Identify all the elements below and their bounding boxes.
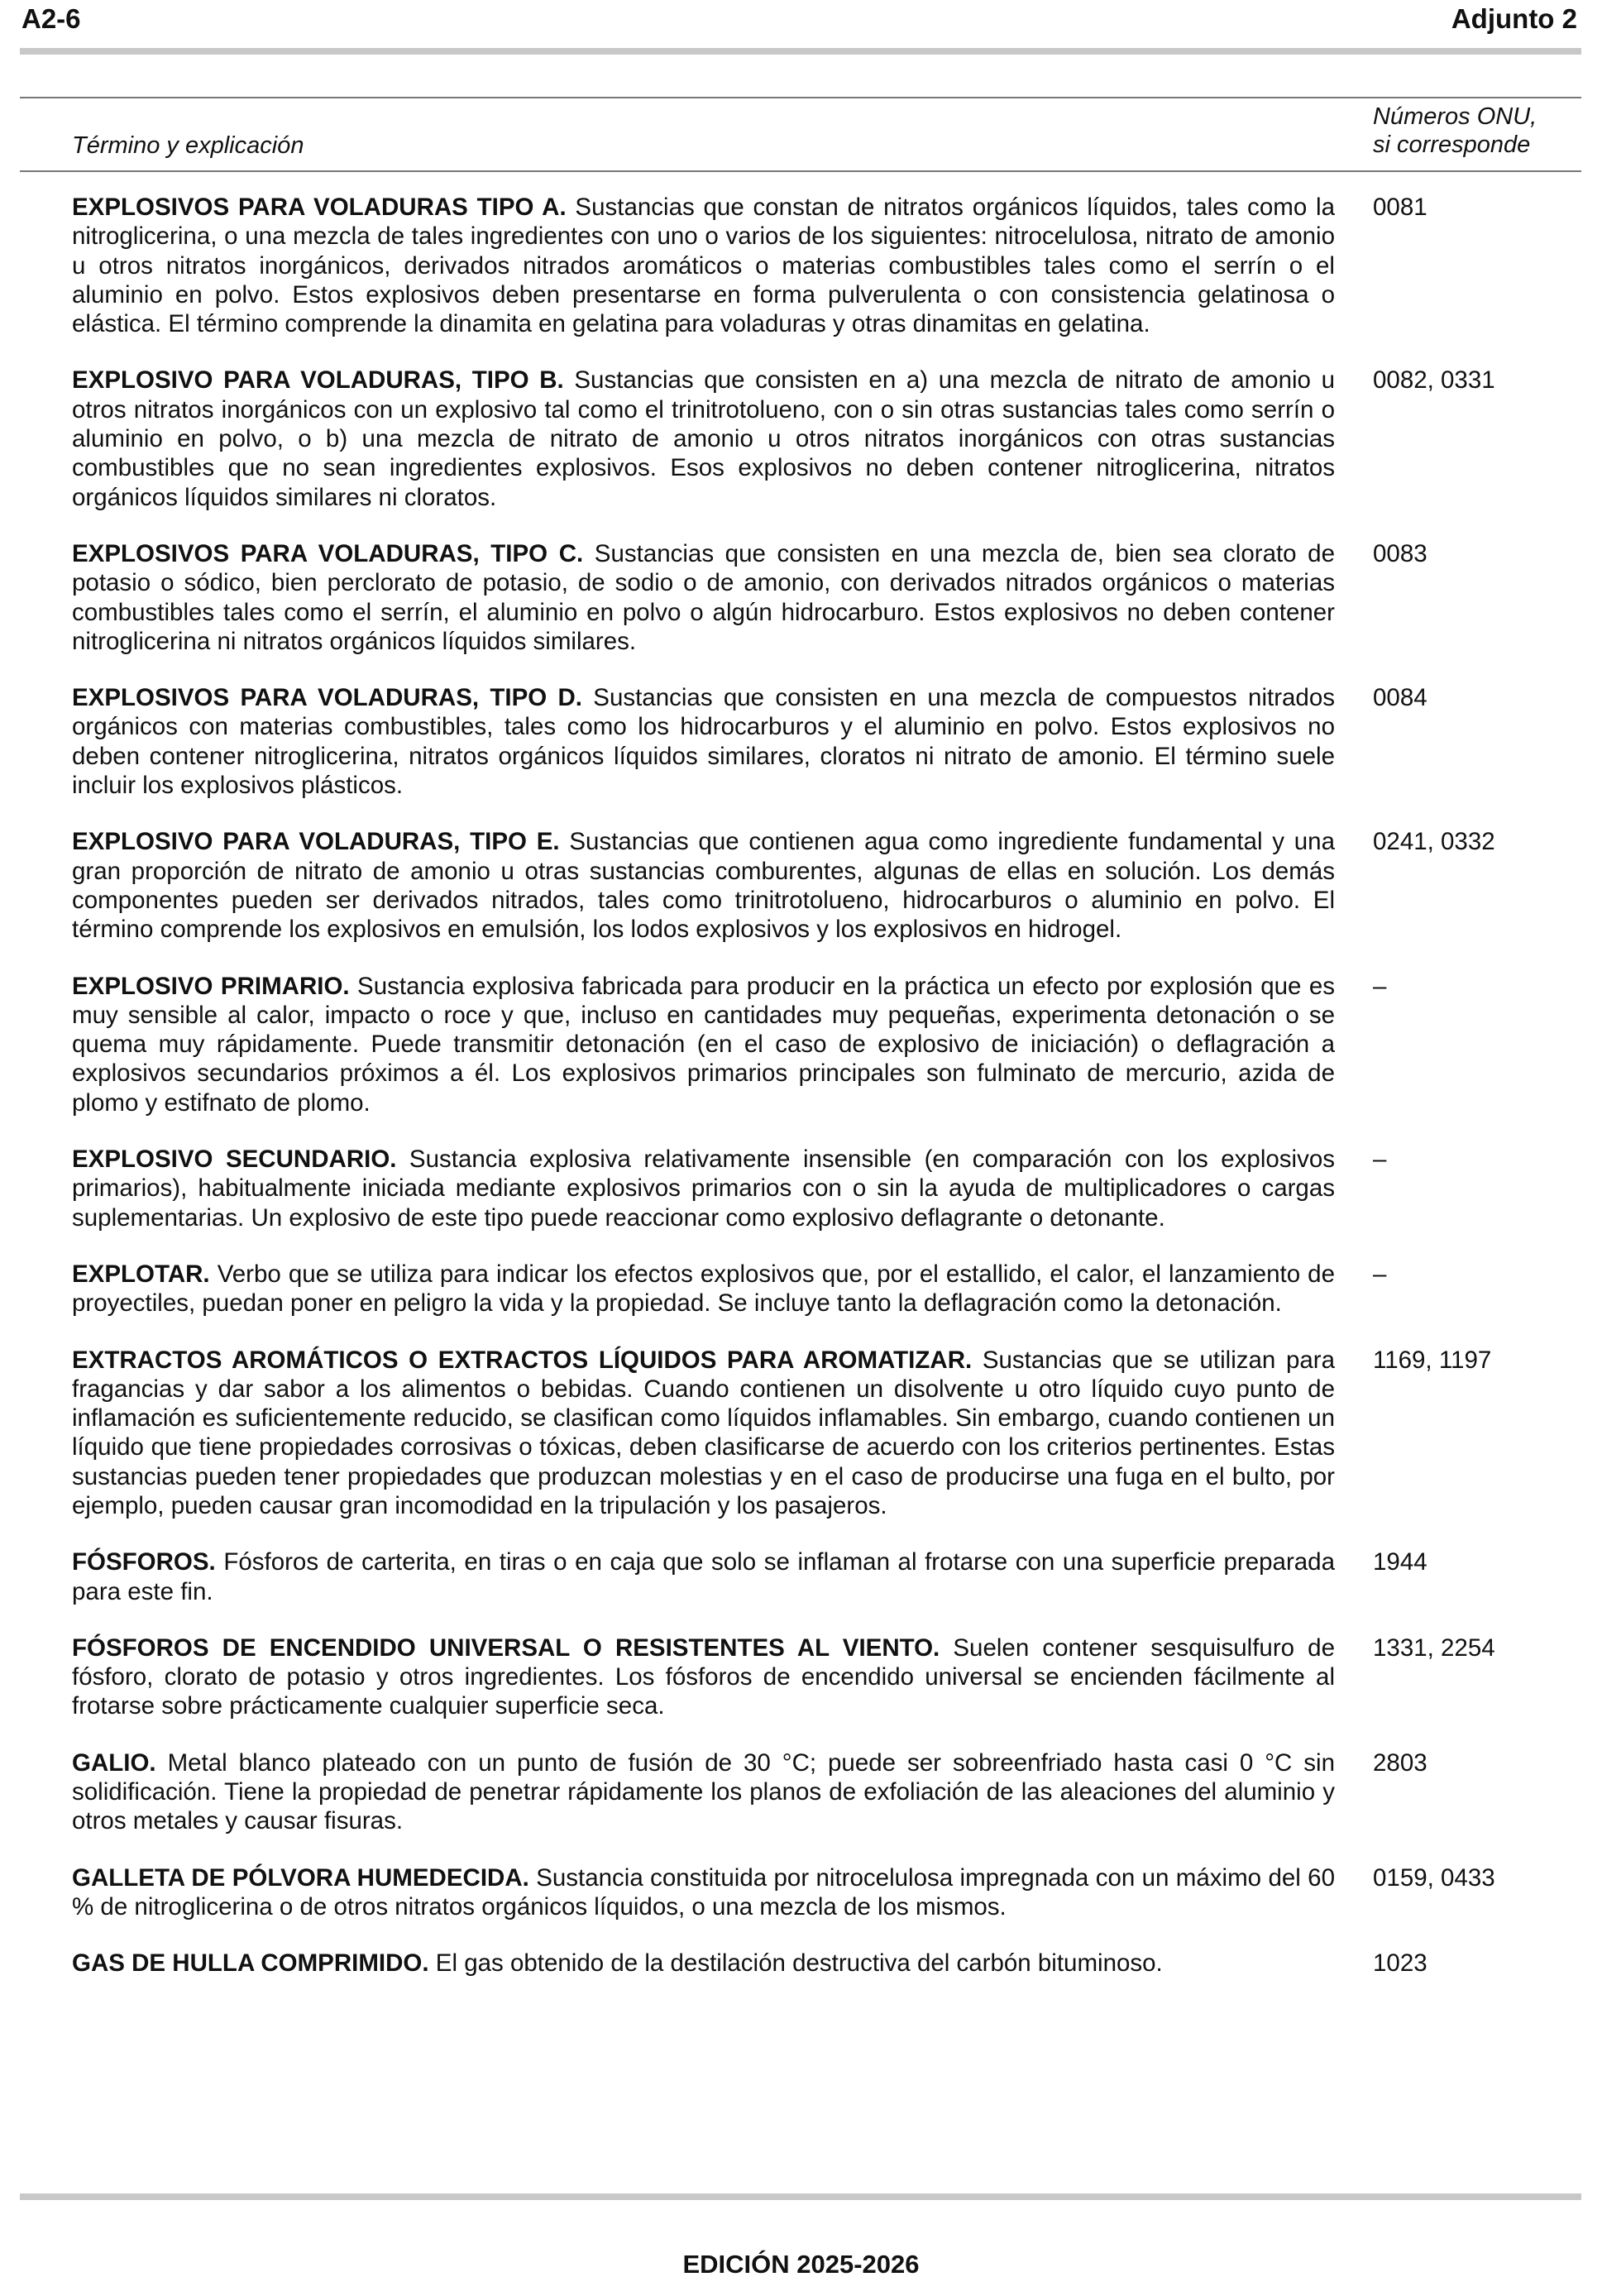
glossary-entry [72, 193, 1585, 338]
entry-un-numbers: 0081 [1373, 194, 1427, 221]
entry-term: EXPLOSIVOS PARA VOLADURAS TIPO A. [72, 194, 567, 221]
entry-un-numbers: 0241, 0332 [1373, 828, 1495, 856]
glossary-entry [72, 1145, 1585, 1232]
entry-term: FÓSFOROS. [72, 1548, 216, 1576]
entry-un-numbers: – [1373, 1146, 1387, 1174]
entry-un-numbers: 1023 [1373, 1949, 1427, 1978]
entry-description [72, 1346, 1335, 1521]
glossary-entry [72, 1260, 1585, 1318]
entry-un-numbers: – [1373, 1260, 1387, 1288]
glossary-entry [72, 1863, 1585, 1922]
entry-un-numbers: 0159, 0433 [1373, 1863, 1495, 1892]
entry-term: EXPLOSIVO PARA VOLADURAS, TIPO B. [72, 366, 564, 395]
glossary-entry [72, 827, 1585, 944]
glossary-entry [72, 972, 1585, 1117]
entry-explanation: Sustancia constituida por nitrocelulosa impregnada con un máximo del 60 % de nitroglicerina o de otros nitratos orgánicos líquidos, o una mezcla de los mismos. [72, 1863, 1335, 1921]
entry-explanation: Suelen contener sesquisulfuro de fósforo, clorato de potasio y otros ingredientes. Los fósforos de encendido universal se encienden fácilmente al frotarse sobre prácticamente cualquier superficie seca. [72, 1634, 1335, 1720]
entry-un-numbers: 0082, 0331 [1373, 366, 1495, 395]
entry-explanation: Sustancias que se utilizan para fragancias y dar sabor a los alimentos o bebidas. Cuando contienen un disolvente u otro líquido cuyo punto de inflamación es suficientemente reducido, se clasifican como líquidos inflamables. Sin embargo, cuando contienen un líquido que tiene propiedades corrosivas o tóxicas, deben clasificarse de acuerdo con los criterios pertinentes. Estas sustancias pueden tener propiedades que produzcan molestias y en el caso de producirse una fuga en el bulto, por ejemplo, pueden causar gran incomodidad en la tripulación y los pasajeros. [72, 1346, 1336, 1519]
entry-explanation: Metal blanco plateado con un punto de fusión de 30 °C; puede ser sobreenfriado hasta casi 0 °C sin solidificación. Tiene la propiedad de penetrar rápidamente los planos de exfoliación de las aleaciones del aluminio y otros metales y causar fisuras. [72, 1748, 1335, 1835]
entry-description [72, 1863, 1335, 1922]
footer-rule [20, 2193, 1581, 2200]
glossary-entry [72, 1748, 1585, 1836]
entry-un-numbers: 1169, 1197 [1373, 1346, 1492, 1374]
entry-description [72, 193, 1335, 338]
column-header-term: Término y explicación [72, 132, 304, 159]
edition-footer: EDICIÓN 2025-2026 [682, 2250, 920, 2279]
entry-un-numbers: 1944 [1373, 1548, 1427, 1576]
entry-un-numbers: 0083 [1373, 539, 1427, 567]
entry-description [72, 1260, 1335, 1318]
entry-explanation: Fósforos de carterita, en tiras o en caja que solo se inflaman al frotarse con una superficie preparada para este fin. [72, 1548, 1335, 1605]
entry-term: EXPLOSIVO PARA VOLADURAS, TIPO E. [72, 828, 560, 856]
entry-description [72, 539, 1335, 656]
entry-explanation: Sustancias que consisten en una mezcla de compuestos nitrados orgánicos con materias combustibles, tales como los hidrocarburos y el aluminio en polvo. Estos explosivos no deben contener nitroglicerina, nitratos orgánicos líquidos similares, cloratos ni nitrato de amonio. El término suele incluir los explosivos plásticos. [72, 684, 1335, 800]
header-rule [20, 48, 1581, 55]
entry-explanation: Verbo que se utiliza para indicar los efectos explosivos que, por el estallido, el calor, el lanzamiento de proyectiles, puedan poner en peligro la vida y la propiedad. Se incluye tanto la deflagración como la detonación. [72, 1260, 1335, 1318]
entry-explanation: Sustancias que consisten en una mezcla de, bien sea clorato de potasio o sódico, bien perclorato de potasio, de sodio o de amonio, con derivados nitrados orgánicos o materias combustibles tales como el serrín, el aluminio en polvo o algún hidrocarburo. Estos explosivos no deben contener nitroglicerina ni nitratos orgánicos líquidos similares. [72, 539, 1335, 655]
glossary-entry [72, 1547, 1585, 1606]
entry-explanation: Sustancia explosiva fabricada para producir en la práctica un efecto por explosión que es muy sensible al calor, impacto o roce y que, incluso en cantidades muy pequeñas, experimenta detonación o se quema muy rápidamente. Puede transmitir detonación (en el caso de explosivo de iniciación) o deflagración a explosivos secundarios próximos a él. Los explosivos primarios principales son fulminato de mercurio, azida de plomo y estifnato de plomo. [72, 972, 1335, 1117]
entry-un-numbers: 2803 [1373, 1748, 1427, 1777]
entry-description [72, 1634, 1335, 1721]
column-header-bottom-rule [20, 170, 1581, 172]
column-header-un-line1: Números ONU, [1373, 103, 1537, 130]
glossary-entry [72, 1346, 1585, 1521]
entry-description [72, 972, 1335, 1117]
entry-explanation: El gas obtenido de la destilación destructiva del carbón bituminoso. [428, 1949, 1163, 1978]
entry-term: EXTRACTOS AROMÁTICOS O EXTRACTOS LÍQUIDOS PARA AROMATIZAR. [72, 1346, 973, 1374]
entry-term: GALIO. [72, 1748, 156, 1777]
glossary-entry [72, 683, 1585, 800]
column-header-un-numbers [1373, 103, 1571, 159]
entry-term: EXPLOTAR. [72, 1260, 210, 1288]
entry-description [72, 827, 1335, 944]
column-header-un-line2: si corresponde [1373, 132, 1531, 158]
entry-description [72, 683, 1335, 800]
entry-explanation: Sustancias que consisten en a) una mezcla de nitrato de amonio u otros nitratos inorgánicos con un explosivo tal como el trinitrotolueno, con o sin otras sustancias tales como serrín o aluminio en polvo, o b) una mezcla de nitrato de amonio u otros nitratos inorgánicos con otras sustancias combustibles que no sean ingredientes explosivos. Esos explosivos no deben contener nitroglicerina, nitratos orgánicos líquidos similares ni cloratos. [72, 366, 1335, 511]
entry-description [72, 1547, 1335, 1606]
entry-un-numbers: 1331, 2254 [1373, 1634, 1495, 1662]
entry-term: GALLETA DE PÓLVORA HUMEDECIDA. [72, 1863, 529, 1892]
entry-term: EXPLOSIVO SECUNDARIO. [72, 1146, 397, 1174]
entry-un-numbers: 0084 [1373, 684, 1427, 712]
glossary-entry [72, 539, 1585, 656]
entry-term: FÓSFOROS DE ENCENDIDO UNIVERSAL O RESISTENTES AL VIENTO. [72, 1634, 940, 1662]
glossary-entry [72, 1634, 1585, 1721]
column-header-top-rule [20, 97, 1581, 98]
entry-term: EXPLOSIVOS PARA VOLADURAS, TIPO D. [72, 684, 582, 712]
entry-description [72, 366, 1335, 511]
glossary-entry [72, 366, 1585, 511]
glossary-entry [72, 1949, 1585, 1978]
entry-explanation: Sustancias que contienen agua como ingrediente fundamental y una gran proporción de nitrato de amonio u otras sustancias comburentes, algunas de ellas en solución. Los demás componentes pueden ser derivados nitrados, tales como trinitrotolueno, hidrocarburos o aluminio en polvo. El término comprende los explosivos en emulsión, los lodos explosivos y los explosivos en hidrogel. [72, 828, 1335, 944]
annex-label: Adjunto 2 [1451, 3, 1577, 34]
entry-explanation: Sustancias que constan de nitratos orgánicos líquidos, tales como la nitroglicerina, o una mezcla de tales ingredientes con uno o varios de los siguientes: nitrocelulosa, nitrato de amonio u otros nitratos inorgánicos, derivados nitrados aromáticos o materias combustibles tales como el serrín o el aluminio en polvo. Estos explosivos deben presentarse en forma pulverulenta o con consistencia gelatinosa o elástica. El término comprende la dinamita en gelatina para voladuras y otras dinamitas en gelatina. [72, 194, 1335, 338]
entry-un-numbers: – [1373, 972, 1387, 1000]
glossary-entries [72, 193, 1585, 2006]
entry-term: EXPLOSIVOS PARA VOLADURAS, TIPO C. [72, 539, 584, 567]
entry-description [72, 1949, 1335, 1978]
entry-description [72, 1748, 1335, 1836]
entry-explanation: Sustancia explosiva relativamente insensible (en comparación con los explosivos primarios), habitualmente iniciada mediante explosivos primarios con o sin la ayuda de multiplicadores o cargas suplementarias. Un explosivo de este tipo puede reaccionar como explosivo deflagrante o detonante. [72, 1146, 1335, 1232]
entry-description [72, 1145, 1335, 1232]
entry-term: EXPLOSIVO PRIMARIO. [72, 972, 350, 1000]
page-header [0, 0, 1602, 50]
page-number: A2-6 [22, 3, 81, 34]
entry-term: GAS DE HULLA COMPRIMIDO. [72, 1949, 429, 1978]
